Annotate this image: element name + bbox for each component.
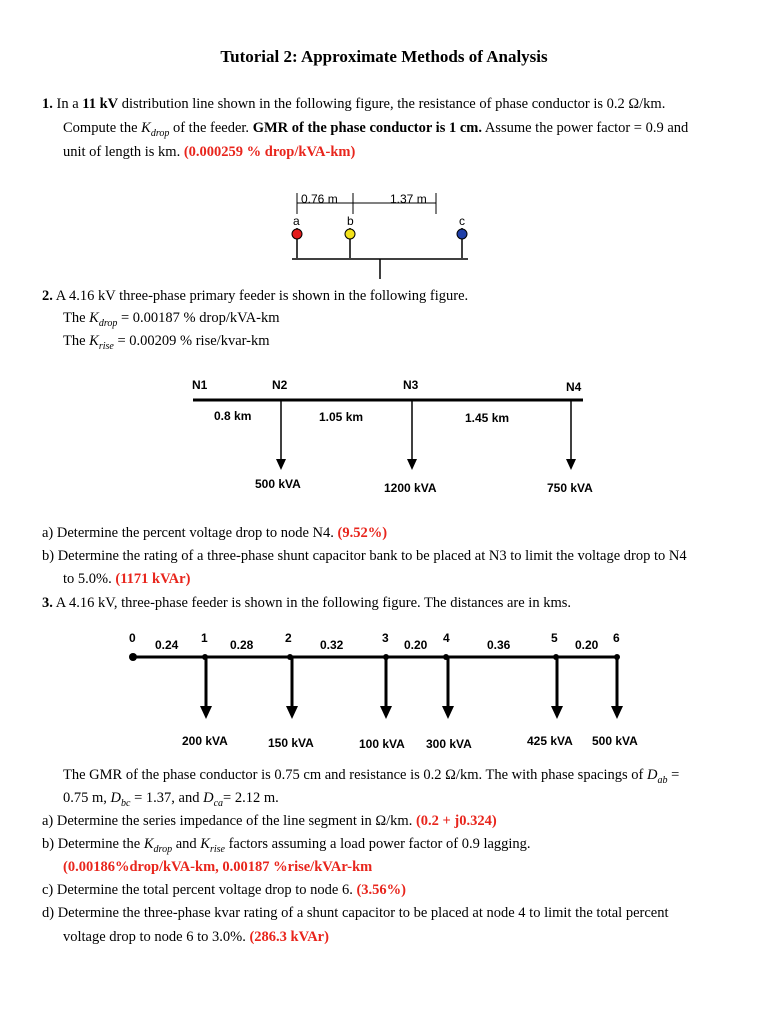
q3d-answer: (286.3 kVAr) [249, 929, 329, 945]
q3b-text: b) Determine the [42, 836, 144, 852]
node-2: 2 [285, 631, 292, 645]
node-6: 6 [613, 631, 620, 645]
q3a-answer: (0.2 + j0.324) [415, 813, 497, 829]
page-title: Tutorial 2: Approximate Methods of Analysis [220, 47, 548, 66]
load-1: 200 kVA [182, 734, 228, 748]
q3-text: 0.75 m, [63, 790, 111, 806]
k-subscript: drop [153, 843, 173, 855]
q1-text: unit of length is km. [63, 144, 184, 160]
load-arrow-6 [611, 706, 623, 719]
load-n4: 750 kVA [547, 481, 593, 495]
q3c-answer: (3.56%) [356, 882, 407, 898]
span-4-5: 0.36 [487, 638, 511, 652]
q3b-answer-line [63, 858, 372, 876]
fig1-label-b: b [347, 214, 354, 228]
q2-number: 2. [42, 288, 53, 304]
span-5-6: 0.20 [575, 638, 599, 652]
fig1-dim-ab: 0.76 m [301, 192, 338, 206]
d-subscript: bc [121, 797, 131, 809]
node-dot-0 [129, 653, 137, 661]
q1-text: of the feeder. [169, 120, 253, 136]
load-2: 150 kVA [268, 736, 314, 750]
q3b-line [42, 835, 531, 859]
load-arrow-1 [200, 706, 212, 719]
node-0: 0 [129, 631, 136, 645]
node-4: 4 [443, 631, 450, 645]
fig1-label-a: a [293, 214, 300, 228]
q3b-text: factors assuming a load power factor of 0.9 lagging. [224, 836, 531, 852]
q3c-text: c) Determine the total percent voltage drop to node 6. [42, 882, 357, 898]
load-arrow-5 [551, 706, 563, 719]
node-1: 1 [201, 631, 208, 645]
fig1-dim-bc: 1.37 m [390, 192, 427, 206]
node-n1: N1 [192, 378, 208, 392]
load-arrow-4 [442, 706, 454, 719]
q2b-answer: (1171 kVAr) [115, 571, 191, 587]
d-subscript: ca [213, 797, 224, 809]
span-1-2: 0.28 [230, 638, 254, 652]
k-subscript: rise [98, 340, 114, 352]
q3b-answer: (0.00186%drop/kVA-km, 0.00187 %rise/kVAr-km [63, 859, 373, 875]
load-n2: 500 kVA [255, 477, 301, 491]
load-3: 100 kVA [359, 737, 405, 751]
node-3: 3 [382, 631, 389, 645]
node-5: 5 [551, 631, 558, 645]
q2b-text: to 5.0%. [63, 571, 116, 587]
q3-text: A 4.16 kV, three-phase feeder is shown in the following figure. The distances are in kms. [55, 595, 572, 611]
q1-text: In a [56, 96, 83, 112]
q2a-answer: (9.52%) [337, 525, 388, 541]
d-symbol: D [203, 790, 214, 806]
span-n2-n3: 1.05 km [319, 410, 364, 424]
node-n4: N4 [566, 380, 582, 394]
node-n3: N3 [403, 378, 419, 392]
q3d-line-2 [63, 928, 329, 946]
span-0-1: 0.24 [155, 638, 179, 652]
q2-text: A 4.16 kV three-phase primary feeder is shown in the following figure. [55, 288, 469, 304]
q3-para-line-2 [63, 789, 279, 813]
q3b-text: and [172, 836, 201, 852]
q1-text: distribution line shown in the following figure, the resistance of phase conductor is 0.2 Ω/km. [118, 96, 666, 112]
q1-text: Assume the power factor = 0.9 and [482, 120, 689, 136]
span-n1-n2: 0.8 km [214, 409, 252, 423]
q2a-text: a) Determine the percent voltage drop to node N4. [42, 525, 338, 541]
q3-text: The GMR of the phase conductor is 0.75 cm and resistance is 0.2 Ω/km. The with phase spacings of [63, 767, 647, 783]
k-symbol: K [89, 333, 99, 349]
q1-gmr: GMR of the phase conductor is 1 cm. [252, 120, 482, 136]
q1-text: Compute the [63, 120, 142, 136]
load-arrow-2 [286, 706, 298, 719]
q3-text: = 2.12 m. [223, 790, 279, 806]
span-2-3: 0.32 [320, 638, 344, 652]
k-symbol: K [143, 836, 154, 852]
q3a-text: a) Determine the series impedance of the line segment in Ω/km. [42, 813, 416, 829]
q3-text: = 1.37, and [130, 790, 204, 806]
k-symbol: K [141, 120, 151, 136]
q3-text: = [667, 767, 680, 783]
d-symbol: D [110, 790, 122, 806]
q1-voltage: 11 kV [82, 96, 119, 112]
q1-number: 1. [42, 96, 53, 112]
q3-number: 3. [42, 595, 53, 611]
k-subscript: drop [150, 127, 170, 139]
q1-answer: (0.000259 % drop/kVA-km) [183, 144, 356, 160]
k-symbol: K [89, 310, 99, 326]
q2-text: = 0.00209 % rise/kvar-km [113, 333, 270, 349]
k-symbol: K [200, 836, 210, 852]
q2-text: The [63, 310, 90, 326]
load-4: 300 kVA [426, 737, 472, 751]
load-5: 425 kVA [527, 734, 573, 748]
load-arrow-3 [380, 706, 392, 719]
q3a-line [42, 812, 497, 830]
k-subscript: drop [98, 317, 118, 329]
load-6: 500 kVA [592, 734, 638, 748]
load-n3: 1200 kVA [384, 481, 437, 495]
span-n3-n4: 1.45 km [465, 411, 510, 425]
q2-text: = 0.00187 % drop/kVA-km [117, 310, 280, 326]
q3d-line-1 [42, 904, 668, 922]
q2b-text: b) Determine the rating of a three-phase shunt capacitor bank to be placed at N3 to limit the voltage drop to N4 [42, 548, 687, 564]
d-symbol: D [646, 767, 658, 783]
q3c-line [42, 881, 406, 899]
q3d-text: voltage drop to node 6 to 3.0%. [63, 929, 250, 945]
d-subscript: ab [657, 774, 668, 786]
node-n2: N2 [272, 378, 288, 392]
fig1-label-c: c [459, 214, 465, 228]
k-subscript: rise [209, 843, 225, 855]
q3d-text: d) Determine the three-phase kvar rating of a shunt capacitor to be placed at node 4 to limit the total percent [42, 905, 669, 921]
q2-text: The [63, 333, 90, 349]
q3-para-line-1 [63, 766, 679, 790]
span-3-4: 0.20 [404, 638, 428, 652]
